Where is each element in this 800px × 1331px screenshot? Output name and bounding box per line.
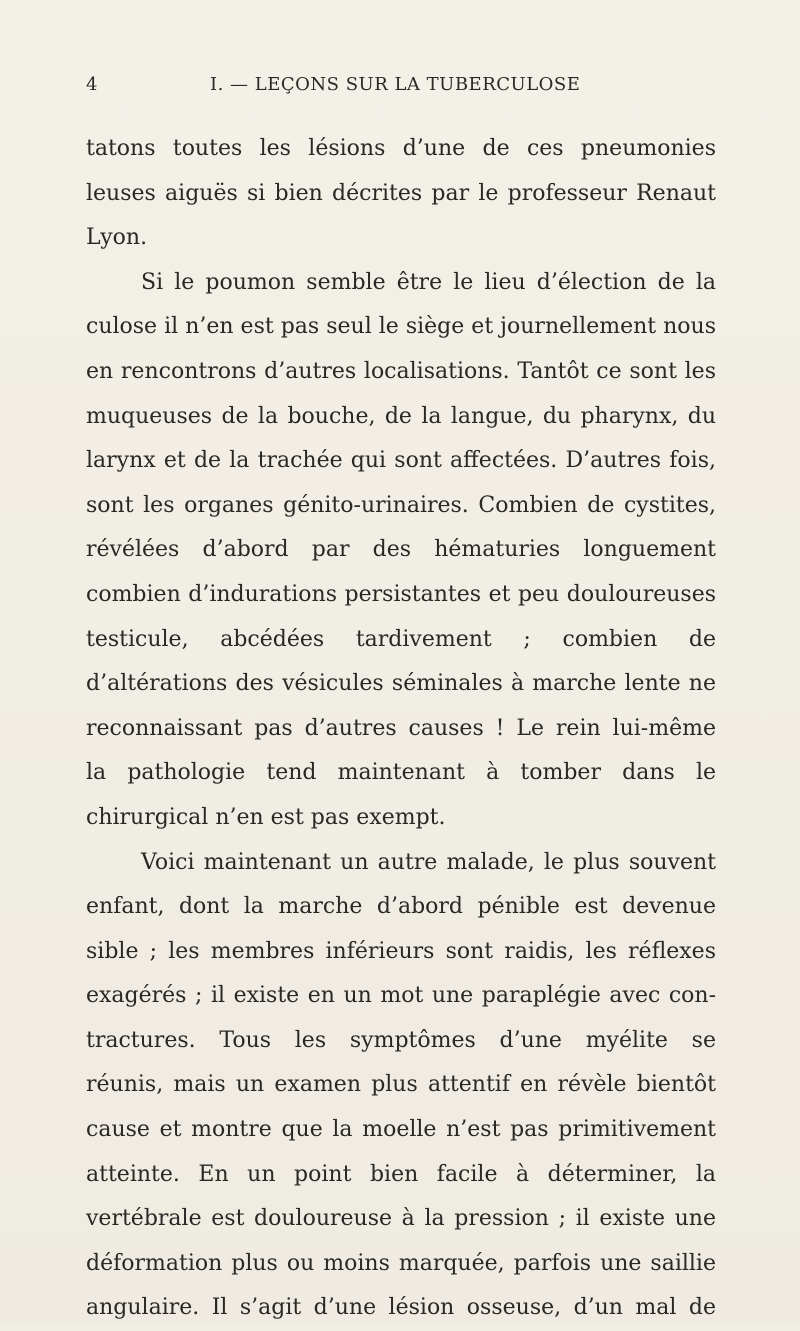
text-line: Voici maintenant un autre malade, le plus souvent: [141, 849, 716, 875]
text-line: testicule, abcédées tardivement ; combien de: [86, 626, 716, 652]
text-line: déformation plus ou moins marquée, parfois une saillie: [86, 1250, 716, 1276]
text-line: culose il n’en est pas seul le siège et journellement nous: [86, 314, 716, 340]
text-line: réunis, mais un examen plus attentif en révèle bientôt: [86, 1072, 716, 1098]
text-line: en rencontrons d’autres localisations. Tantôt ce sont les: [86, 358, 716, 384]
text-line: tractures. Tous les symptômes d’une myélite se: [86, 1027, 716, 1053]
text-line: enfant, dont la marche d’abord pénible est devenue: [86, 894, 716, 920]
page-header: [86, 74, 716, 114]
text-line: combien d’indurations persistantes et peu douloureuses: [86, 581, 716, 607]
text-line: reconnaissant pas d’autres causes ! Le rein lui-même: [86, 715, 716, 741]
text-line: vertébrale est douloureuse à la pression ; il existe une: [86, 1206, 716, 1232]
text-line: sont les organes génito-urinaires. Combien de cystites,: [86, 492, 716, 518]
text-line: angulaire. Il s’agit d’une lésion osseuse, d’un mal de: [86, 1295, 716, 1321]
page-number: 4: [86, 74, 98, 95]
text-line: tatons toutes les lésions d’une de ces pneumonies: [86, 136, 716, 161]
text-line: la pathologie tend maintenant à tomber dans le: [86, 760, 716, 786]
text-line: Si le poumon semble être le lieu d’élection de la: [141, 269, 716, 295]
text-line: Lyon.: [86, 225, 148, 251]
text-line: leuses aiguës si bien décrites par le professeur Renaut: [86, 180, 716, 206]
text-line: larynx et de la trachée qui sont affectées. D’autres fois,: [86, 448, 716, 474]
text-line: révélées d’abord par des hématuries longuement: [86, 537, 716, 563]
running-head: I. — LEÇONS SUR LA TUBERCULOSE: [210, 74, 581, 95]
text-line: d’altérations des vésicules séminales à marche lente ne: [86, 671, 716, 697]
text-line: chirurgical n’en est pas exempt.: [86, 804, 446, 830]
text-line: exagérés ; il existe en un mot une paraplégie avec con-: [86, 983, 716, 1009]
text-line: atteinte. En un point bien facile à déterminer, la: [86, 1161, 716, 1187]
text-line: sible ; les membres inférieurs sont raidis, les réflexes: [86, 938, 716, 964]
text-line: cause et montre que la moelle n’est pas primitivement: [86, 1117, 716, 1143]
text-line: muqueuses de la bouche, de la langue, du pharynx, du: [86, 403, 716, 429]
body-text: [86, 127, 716, 1331]
